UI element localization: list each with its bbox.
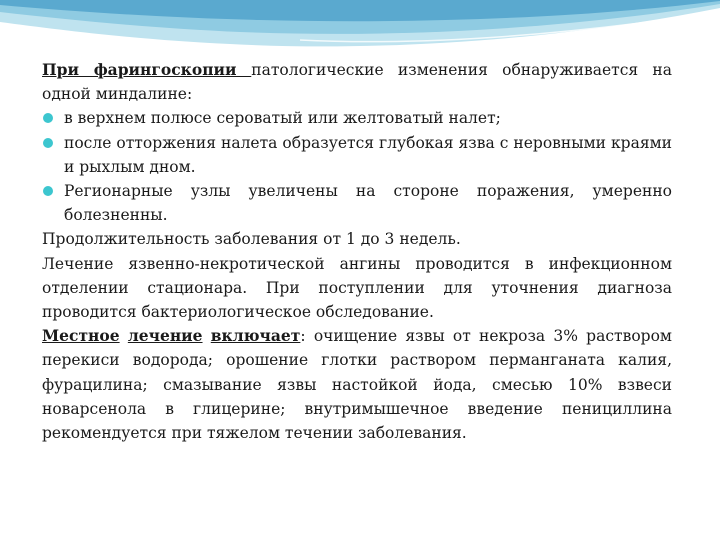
list-item-text: в верхнем полюсе сероватый или желтоватый налет; bbox=[64, 109, 501, 128]
intro-text: патологические изменения обнаруживается на одной миндалине: bbox=[42, 61, 672, 104]
treatment-place-paragraph: Лечение язвенно-некротической ангины проводится в инфекционном отделении стационара. При поступлении для уточнения диагноза проводится бактериологическое обследование. bbox=[42, 254, 672, 322]
slide-content bbox=[42, 58, 672, 445]
list-item bbox=[42, 106, 672, 130]
list-item-text: после отторжения налета образуется глубокая язва с неровными краями и рыхлым дном. bbox=[64, 133, 672, 176]
bullet-icon bbox=[43, 138, 53, 148]
list-item bbox=[42, 179, 672, 227]
intro-lead: При фарингоскопии bbox=[42, 60, 252, 79]
local-heading-word-2: лечение bbox=[127, 326, 203, 346]
duration-paragraph: Продолжительность заболевания от 1 до 3 недель. bbox=[42, 230, 461, 249]
bullet-icon bbox=[43, 113, 53, 123]
list-item-text: Регионарные узлы увеличены на стороне поражения, умеренно болезненны. bbox=[64, 182, 672, 225]
local-treatment-paragraph bbox=[42, 324, 672, 445]
findings-list bbox=[42, 106, 672, 227]
bullet-icon bbox=[43, 186, 53, 196]
local-heading-word-1: Местное bbox=[42, 326, 120, 346]
intro-paragraph bbox=[42, 58, 672, 106]
local-heading-word-3: включает bbox=[210, 326, 301, 346]
local-treatment-text: : очищение язвы от некроза 3% раствором перекиси водорода; орошение глотки раствором перманганата калия, фурацилина; смазывание язвы настойкой йода, смесью 10% взвеси новарсенола в глицерине; внутримышечное введение пенициллина рекомендуется при тяжелом течении заболевания. bbox=[42, 327, 672, 443]
list-item bbox=[42, 131, 672, 179]
